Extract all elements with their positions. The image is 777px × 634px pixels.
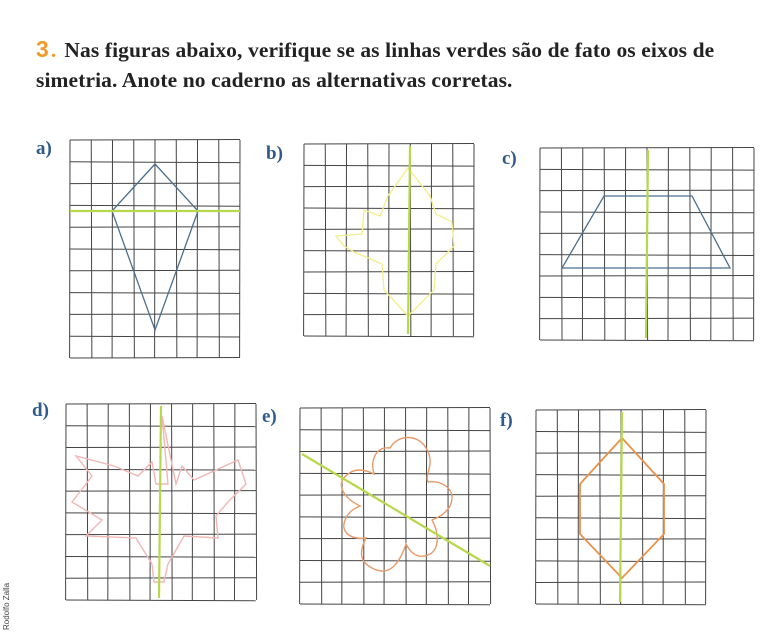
- figure-d-axis: [159, 406, 161, 598]
- grid-line: [304, 229, 474, 230]
- figure-c-label: c): [502, 148, 517, 169]
- grid-line: [304, 336, 474, 337]
- grid-line: [604, 148, 605, 340]
- grid-line: [304, 293, 474, 294]
- figure-d-panel: [66, 404, 256, 600]
- grid-line: [557, 410, 558, 604]
- grid-line: [600, 410, 601, 604]
- figure-e-flower: [341, 438, 452, 572]
- grid-line: [304, 272, 474, 273]
- grid-line: [536, 410, 706, 411]
- grid-line: [300, 430, 490, 431]
- figure-e-label: e): [262, 406, 277, 427]
- grid-line: [219, 140, 220, 358]
- grid-line: [70, 293, 240, 294]
- grid-line: [300, 604, 490, 605]
- image-credit: Rodolfo Zalla: [2, 582, 11, 630]
- grid-line: [70, 358, 240, 359]
- grid-line: [66, 556, 256, 557]
- grid-line: [300, 473, 490, 474]
- grid-line: [642, 410, 643, 604]
- grid-line: [70, 314, 240, 315]
- figure-d-label: d): [32, 400, 49, 421]
- grid-line: [87, 404, 88, 600]
- figure-b-label: b): [266, 143, 283, 164]
- figure-a-label: a): [36, 138, 52, 159]
- grid-line: [304, 144, 474, 145]
- grid-line: [70, 249, 240, 250]
- figure-a-panel: [70, 140, 240, 358]
- grid-line: [304, 314, 474, 315]
- grid-line: [66, 404, 256, 405]
- grid-line: [66, 600, 256, 601]
- figure-b-axis: [408, 146, 410, 334]
- grid-line: [690, 148, 691, 340]
- grid-line: [70, 140, 240, 141]
- grid-line: [304, 186, 474, 187]
- grid-line: [256, 404, 257, 600]
- grid-line: [172, 404, 173, 600]
- grid-line: [300, 560, 490, 561]
- grid-line: [129, 404, 130, 600]
- question-statement: Nas figuras abaixo, verifique se as linhas verdes são de fato os eixos de simetria. Anote no caderno as alternativas corretas.: [36, 38, 715, 92]
- grid-line: [300, 517, 490, 518]
- grid-line: [300, 495, 490, 496]
- grid-line: [304, 165, 474, 166]
- figure-e-panel: [300, 408, 490, 604]
- grid-line: [540, 340, 754, 341]
- figure-f-panel: [536, 410, 706, 604]
- grid-line: [304, 208, 474, 209]
- question-text: [36, 34, 766, 95]
- grid-line: [540, 148, 754, 149]
- grid-line: [536, 604, 706, 605]
- grid-line: [176, 140, 177, 358]
- grid-line: [66, 513, 256, 514]
- grid-line: [321, 408, 322, 604]
- figure-c-drawing: [540, 148, 754, 340]
- grid-line: [66, 534, 256, 535]
- figure-b-panel: [304, 144, 474, 336]
- grid-line: [70, 336, 240, 337]
- grid-line: [733, 148, 734, 340]
- figure-f-label: f): [500, 410, 513, 431]
- figure-b-drawing: [304, 144, 474, 336]
- question-number: 3: [36, 36, 49, 62]
- question-number-dot: .: [50, 38, 57, 62]
- grid-line: [561, 148, 562, 340]
- figure-b-grid: [304, 144, 474, 337]
- figure-d-drawing: [66, 404, 256, 600]
- grid-line: [70, 227, 240, 228]
- figure-a-grid: [70, 140, 240, 359]
- grid-line: [70, 205, 240, 206]
- figure-a-drawing: [70, 140, 240, 358]
- grid-line: [490, 408, 491, 604]
- figure-f-drawing: [536, 410, 706, 604]
- figure-e-drawing: [300, 408, 490, 604]
- grid-line: [214, 404, 215, 600]
- grid-line: [368, 144, 369, 336]
- figure-e-axis: [302, 454, 490, 566]
- grid-line: [70, 183, 240, 184]
- grid-line: [300, 451, 490, 452]
- figure-e-grid: [300, 408, 491, 605]
- grid-line: [300, 538, 490, 539]
- figure-c-panel: [540, 148, 754, 340]
- grid-line: [300, 582, 490, 583]
- grid-line: [66, 578, 256, 579]
- grid-line: [300, 408, 490, 409]
- grid-line: [448, 408, 449, 604]
- grid-line: [70, 270, 240, 271]
- grid-line: [363, 408, 364, 604]
- grid-line: [685, 410, 686, 604]
- grid-line: [325, 144, 326, 336]
- grid-line: [70, 162, 240, 163]
